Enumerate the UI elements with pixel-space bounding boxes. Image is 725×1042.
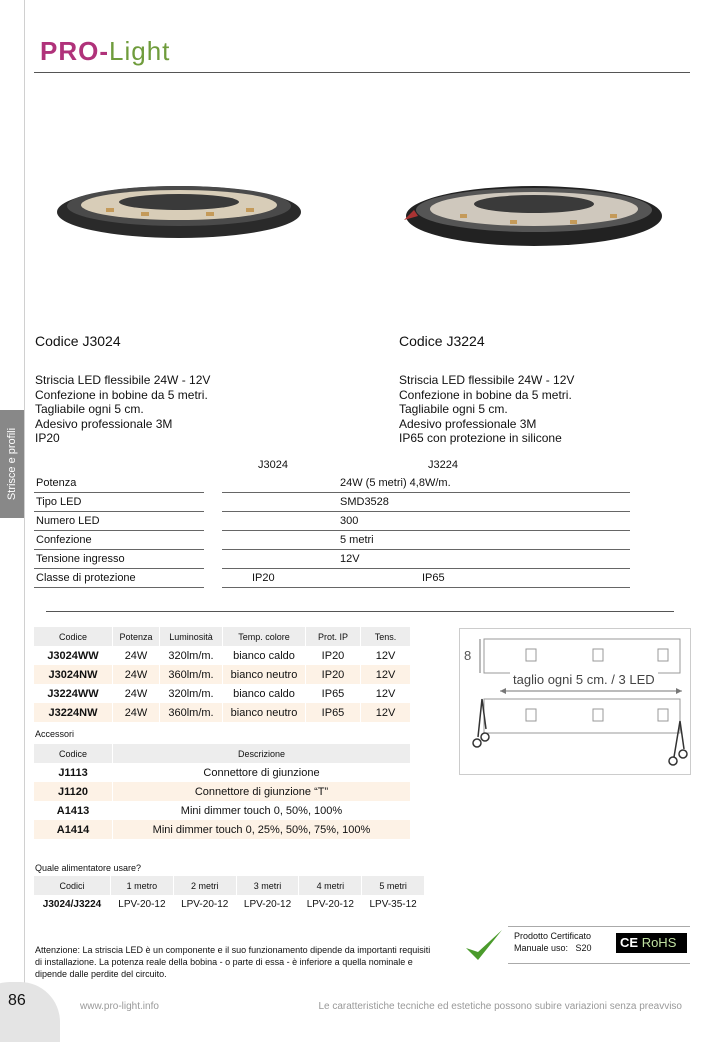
table-row: J1113 Connettore di giunzione [34, 763, 410, 782]
header-rule [34, 72, 690, 73]
table-row: A1414 Mini dimmer touch 0, 25%, 50%, 75%, 100% [34, 820, 410, 839]
section-tab: Strisce e profili [0, 410, 24, 518]
table-row: J3024WW 24W 320lm/m. bianco caldo IP20 12V [34, 646, 410, 665]
led-reel-image-j3024 [56, 178, 302, 240]
table-row: J3224WW 24W 320lm/m. bianco caldo IP65 12V [34, 684, 410, 703]
pro-light-logo: PRO-Light [40, 36, 171, 66]
cert-rule-bottom [508, 963, 690, 964]
page-number-tab [0, 982, 60, 1042]
power-title: Quale alimentatore usare? [35, 863, 142, 873]
cert-title: Prodotto Certificato [514, 931, 592, 941]
warning-note: Attenzione: La striscia LED è un componente e il suo funzionamento dipende da importanti requisiti di installazione. La potenza reale della bobina - o parte di essa - è inferiore a quella nominale e dipende dalle perdite del circuito. [35, 945, 431, 979]
accessories-title: Accessori [35, 729, 75, 739]
product-description-j3224: Striscia LED flessibile 24W - 12V Confezione in bobine da 5 metri. Tagliabile ogni 5 cm. Adesivo professionale 3M IP65 con protezione in silicone [399, 373, 575, 446]
table-row: J3224NW 24W 360lm/m. bianco neutro IP65 12V [34, 703, 410, 722]
product-code-j3224: Codice J3224 [399, 333, 485, 349]
product-description-j3024: Striscia LED flessibile 24W - 12V Confezione in bobine da 5 metri. Tagliabile ogni 5 cm. Adesivo professionale 3M IP20 [35, 373, 211, 446]
section-divider [46, 611, 674, 612]
footer-disclaimer: Le caratteristiche tecniche ed estetiche possono subire variazioni senza preavviso [318, 1001, 682, 1012]
models-table: Codice Potenza Luminosità Temp. colore Prot. IP Tens. J3024WW 24W 320lm/m. bianco caldo IP20 12V J3024NW 24W 360lm/m. bianco neutro IP20 12V J3224WW 24W 320lm/m. bianco caldo IP65 12V J3224NW 24W 360lm/m. bianco neutro IP65 12V [34, 627, 410, 722]
spec-col-j3224: J3224 [428, 459, 458, 471]
spec-labels: Potenza Tipo LED Numero LED Confezione Tensione ingresso Classe di protezione [34, 474, 204, 588]
table-row: J3024/J3224 LPV-20-12 LPV-20-12 LPV-20-12 LPV-20-12 LPV-35-12 [34, 895, 424, 914]
led-reel-image-j3224 [400, 180, 664, 250]
cut-label: taglio ogni 5 cm. / 3 LED [510, 672, 658, 687]
website-link[interactable]: www.pro-light.info [80, 1001, 159, 1012]
cert-manual: Manuale uso: S20 [514, 943, 592, 953]
ce-rohs-badge: CE RoHS [616, 933, 687, 953]
spec-col-j3024: J3024 [258, 459, 288, 471]
power-table: Codici 1 metro 2 metri 3 metri 4 metri 5 metri J3024/J3224 LPV-20-12 LPV-20-12 LPV-20-12 LPV-20-12 LPV-35-12 [34, 876, 424, 914]
table-row: J1120 Connettore di giunzione “T” [34, 782, 410, 801]
check-icon [464, 926, 504, 964]
spec-values: 24W (5 metri) 4,8W/m. SMD3528 300 5 metri 12V IP20 IP65 [222, 474, 630, 588]
cert-rule-top [508, 926, 690, 927]
table-row: J3024NW 24W 360lm/m. bianco neutro IP20 12V [34, 665, 410, 684]
cut-diagram [459, 628, 691, 775]
page-number: 86 [8, 992, 26, 1009]
dimension-label: 8 [464, 648, 472, 663]
left-margin-line [24, 0, 25, 1024]
table-row: A1413 Mini dimmer touch 0, 50%, 100% [34, 801, 410, 820]
product-code-j3024: Codice J3024 [35, 333, 121, 349]
accessories-table: Codice Descrizione J1113 Connettore di giunzione J1120 Connettore di giunzione “T” A1413 Mini dimmer touch 0, 50%, 100% A1414 Mini dimmer touch 0, 25%, 50%, 75%, 100% [34, 744, 410, 839]
